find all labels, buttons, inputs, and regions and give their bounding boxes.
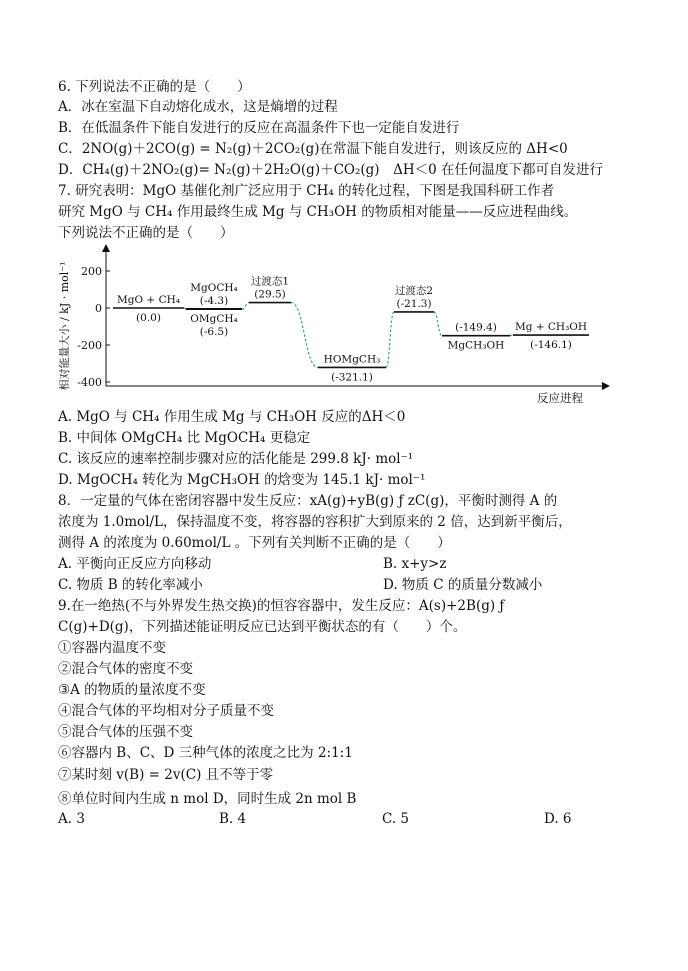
connector-line <box>242 303 249 310</box>
connector-line <box>291 303 318 368</box>
q9-option-d: D. 6 <box>544 811 572 827</box>
q6-option-c: C．2NO(g)＋2CO(g) = N₂(g)＋2CO₂(g)在常温下能自发进行，则该反应的 ΔH<0 <box>58 141 568 157</box>
y-axis-label <box>57 261 71 390</box>
energy-value-label: (0.0) <box>136 312 161 324</box>
q9-item-1: ①容器内温度不变 <box>58 640 166 656</box>
species-label: HOMgCH₃ <box>323 353 381 366</box>
q7-stem-line2: 研究 MgO 与 CH₄ 作用最终生成 Mg 与 CH₃OH 的物质相对能量——反应进程曲线。 <box>58 204 578 220</box>
q7-option-a: A. MgO 与 CH₄ 作用生成 Mg 与 CH₃OH 反应的ΔH＜0 <box>58 409 406 425</box>
q9-option-a: A. 3 <box>58 811 85 827</box>
q8-option-a: A. 平衡向正反应方向移动 <box>58 556 212 572</box>
species-label: MgO + CH₄ <box>117 294 180 306</box>
species-label: MgOCH₄ <box>190 281 238 294</box>
y-axis-arrow <box>102 244 110 252</box>
connector-line <box>434 312 442 336</box>
q9-item-2: ②混合气体的密度不变 <box>58 661 193 677</box>
q7-option-c: C. 该反应的速率控制步骤对应的活化能是 299.8 kJ· mol⁻¹ <box>58 451 414 467</box>
energy-value-label: (-21.3) <box>396 297 432 310</box>
q9-option-c: C. 5 <box>382 811 410 827</box>
q7-stem-line3: 下列说法不正确的是（ ） <box>58 225 234 241</box>
y-tick-label: -400 <box>77 376 102 389</box>
q7-option-d: D. MgOCH₄ 转化为 MgCH₃OH 的焓变为 145.1 kJ· mol⁻¹ <box>58 472 426 488</box>
x-axis-arrow <box>602 382 610 390</box>
q6-option-a: A．冰在室温下自动熔化成水，这是熵增的过程 <box>58 99 338 115</box>
q8-option-c: C. 物质 B 的转化率减小 <box>58 577 203 593</box>
q8-stem-line2: 浓度为 1.0mol/L，保持温度不变，将容器的容积扩大到原来的 2 倍，达到新平衡后， <box>58 514 572 530</box>
q8-stem-line1: 8．一定量的气体在密闭容器中发生反应：xA(g)+yB(g) ƒ zC(g)，平衡时测得 A 的 <box>58 493 558 509</box>
species-label: MgCH₃OH <box>447 339 505 352</box>
q7-option-b: B. 中间体 OMgCH₄ 比 MgOCH₄ 更稳定 <box>58 430 311 446</box>
y-tick-label: 200 <box>81 265 102 278</box>
q6-option-b: B．在低温条件下能自发进行的反应在高温条件下也一定能自发进行 <box>58 120 460 136</box>
energy-value-label: (-149.4) <box>455 321 497 334</box>
species-label: 过渡态1 <box>250 275 290 288</box>
energy-value-label: (29.5) <box>254 288 286 301</box>
energy-profile-chart <box>56 244 616 412</box>
y-ticks <box>77 265 110 389</box>
x-axis-title: 反应进程 <box>537 391 583 405</box>
y-tick-label: -200 <box>77 339 102 352</box>
q8-stem-line3: 测得 A 的浓度为 0.60mol/L 。下列有关判断不正确的是（ ） <box>58 535 451 551</box>
connector-line <box>386 312 394 367</box>
q9-item-6: ⑥容器内 B、C、D 三种气体的浓度之比为 2:1:1 <box>58 745 353 761</box>
energy-value-label: (-321.1) <box>331 371 373 384</box>
q9-stem-line1: 9.在一绝热(不与外界发生热交换)的恒容容器中，发生反应：A(s)+2B(g) ƒ <box>58 598 505 614</box>
q9-item-8: ⑧单位时间内生成 n mol D，同时生成 2n mol B <box>58 791 357 807</box>
energy-value-label: (-4.3) <box>199 294 229 307</box>
q8-option-b: B. x+y>z <box>383 556 447 572</box>
y-tick-label: 0 <box>95 302 102 315</box>
q9-item-4: ④混合气体的平均相对分子质量不变 <box>58 703 274 719</box>
energy-value-label: (-6.5) <box>199 326 229 339</box>
connector-line <box>510 335 513 336</box>
q8-option-d: D. 物质 C 的质量分数减小 <box>383 577 543 593</box>
q7-stem-line1: 7. 研究表明：MgO 基催化剂广泛应用于 CH₄ 的转化过程，下图是我国科研工作者 <box>58 183 555 199</box>
y-axis-title: 相对能量大小 / kJ · mol⁻¹ <box>58 261 71 391</box>
q6-option-d: D．CH₄(g)＋2NO₂(g)= N₂(g)＋2H₂O(g)＋CO₂(g) ΔH＜0 在任何温度下都可自发进行 <box>58 162 603 178</box>
species-label: OMgCH₄ <box>190 313 238 326</box>
species-label: Mg + CH₃OH <box>514 321 588 334</box>
energy-levels <box>113 275 589 384</box>
species-label: 过渡态2 <box>394 284 434 297</box>
q9-item-7: ⑦某时刻 v(B) = 2v(C) 且不等于零 <box>58 767 274 783</box>
q9-item-3: ③A 的物质的量浓度不变 <box>58 682 206 698</box>
q9-stem-line2: C(g)+D(g)，下列描述能证明反应已达到平衡状态的有（ ）个。 <box>58 619 467 635</box>
energy-value-label: (-146.1) <box>530 339 572 352</box>
q6-stem: 6. 下列说法不正确的是（ ） <box>58 79 251 95</box>
q9-item-5: ⑤混合气体的压强不变 <box>58 724 193 740</box>
q9-option-b: B. 4 <box>219 811 247 827</box>
